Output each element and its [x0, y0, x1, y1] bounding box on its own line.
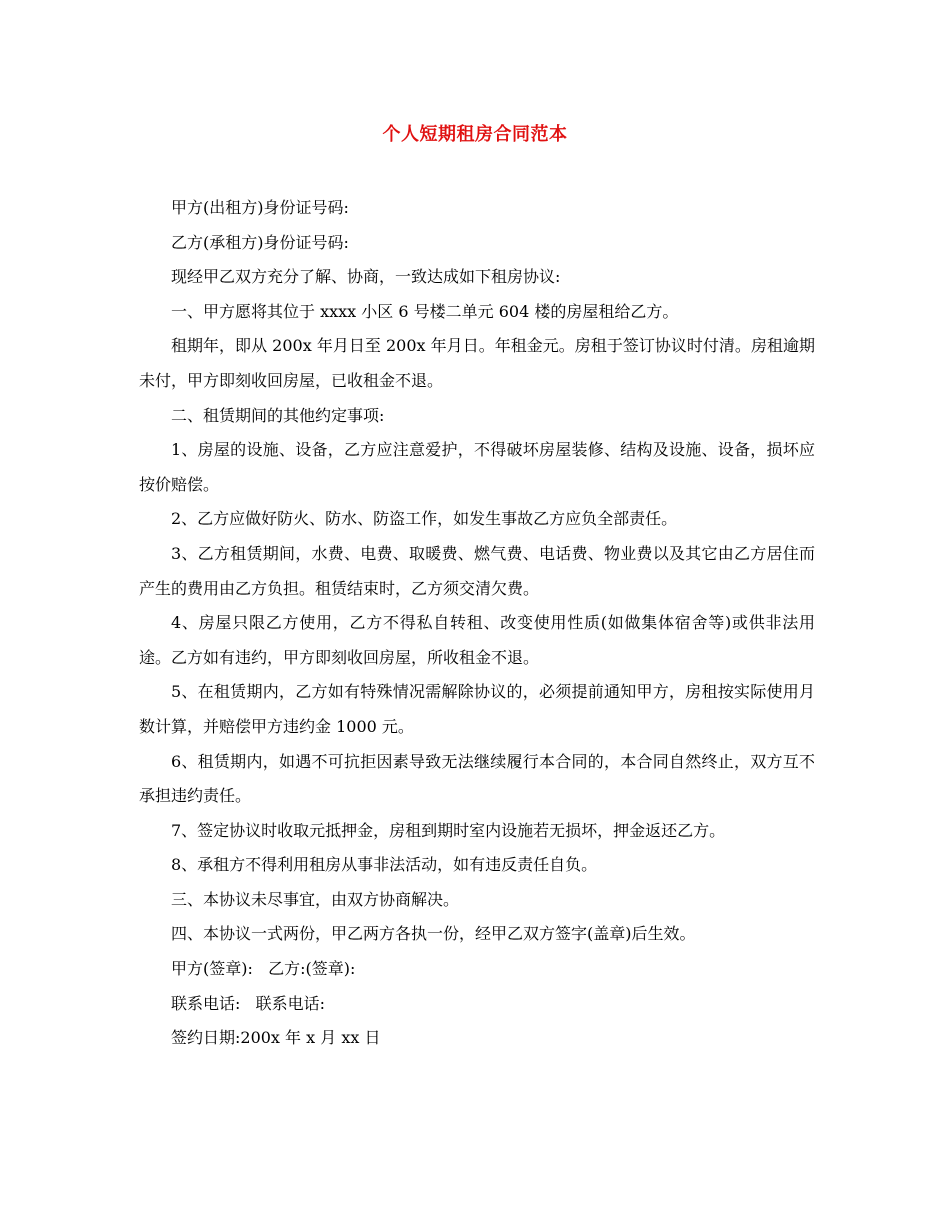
paragraph-item-2: 2、乙方应做好防火、防水、防盗工作，如发生事故乙方应负全部责任。 — [171, 509, 678, 529]
paragraph-item-5: 5、在租赁期内，乙方如有特殊情况需解除协议的，必须提前通知甲方，房租按实际使用月数计算，并赔偿甲方违约金 1000 元。 — [139, 682, 815, 736]
paragraph-preamble: 现经甲乙双方充分了解、协商，一致达成如下租房协议: — [171, 267, 561, 287]
document-title: 个人短期租房合同范本 — [382, 124, 568, 145]
paragraph-item-8: 8、承租方不得利用租房从事非法活动，如有违反责任自负。 — [171, 855, 598, 875]
paragraph-clause-2: 二、租赁期间的其他约定事项: — [171, 405, 385, 425]
paragraph-item-4: 4、房屋只限乙方使用，乙方不得私自转租、改变使用性质(如做集体宿舍等)或供非法用途。乙方如有违约，甲方即刻收回房屋，所收租金不退。 — [139, 613, 815, 667]
paragraph-signatures: 甲方(签章): 乙方:(签章): — [171, 959, 356, 979]
paragraph-lessee-id: 乙方(承租方)身份证号码: — [171, 232, 349, 252]
paragraph-clause-4: 四、本协议一式两份，甲乙两方各执一份，经甲乙双方签字(盖章)后生效。 — [171, 924, 696, 944]
paragraph-item-1: 1、房屋的设施、设备，乙方应注意爱护，不得破坏房屋装修、结构及设施、设备，损坏应按价赔偿。 — [139, 440, 815, 494]
document-body — [139, 191, 815, 1056]
paragraph-lessor-id: 甲方(出租方)身份证号码: — [171, 198, 349, 217]
paragraph-contact-phones: 联系电话: 联系电话: — [171, 993, 326, 1013]
paragraph-clause-3: 三、本协议未尽事宜，由双方协商解决。 — [171, 889, 460, 909]
paragraph-item-7: 7、签定协议时收取元抵押金，房租到期时室内设施若无损坏，押金返还乙方。 — [171, 820, 726, 840]
paragraph-item-3: 3、乙方租赁期间，水费、电费、取暖费、燃气费、电话费、物业费以及其它由乙方居住而产生的费用由乙方负担。租赁结束时，乙方须交清欠费。 — [139, 543, 815, 598]
paragraph-sign-date: 签约日期:200x 年 x 月 xx 日 — [171, 1028, 381, 1048]
paragraph-clause-1: 一、甲方愿将其位于 xxxx 小区 6 号楼二单元 604 楼的房屋租给乙方。 — [171, 301, 679, 321]
paragraph-lease-term: 租期年，即从 200x 年月日至 200x 年月日。年租金元。房租于签订协议时付清。房租逾期未付，甲方即刻收回房屋，已收租金不退。 — [139, 336, 815, 390]
paragraph-item-6: 6、租赁期内，如遇不可抗拒因素导致无法继续履行本合同的，本合同自然终止，双方互不承担违约责任。 — [139, 751, 815, 806]
